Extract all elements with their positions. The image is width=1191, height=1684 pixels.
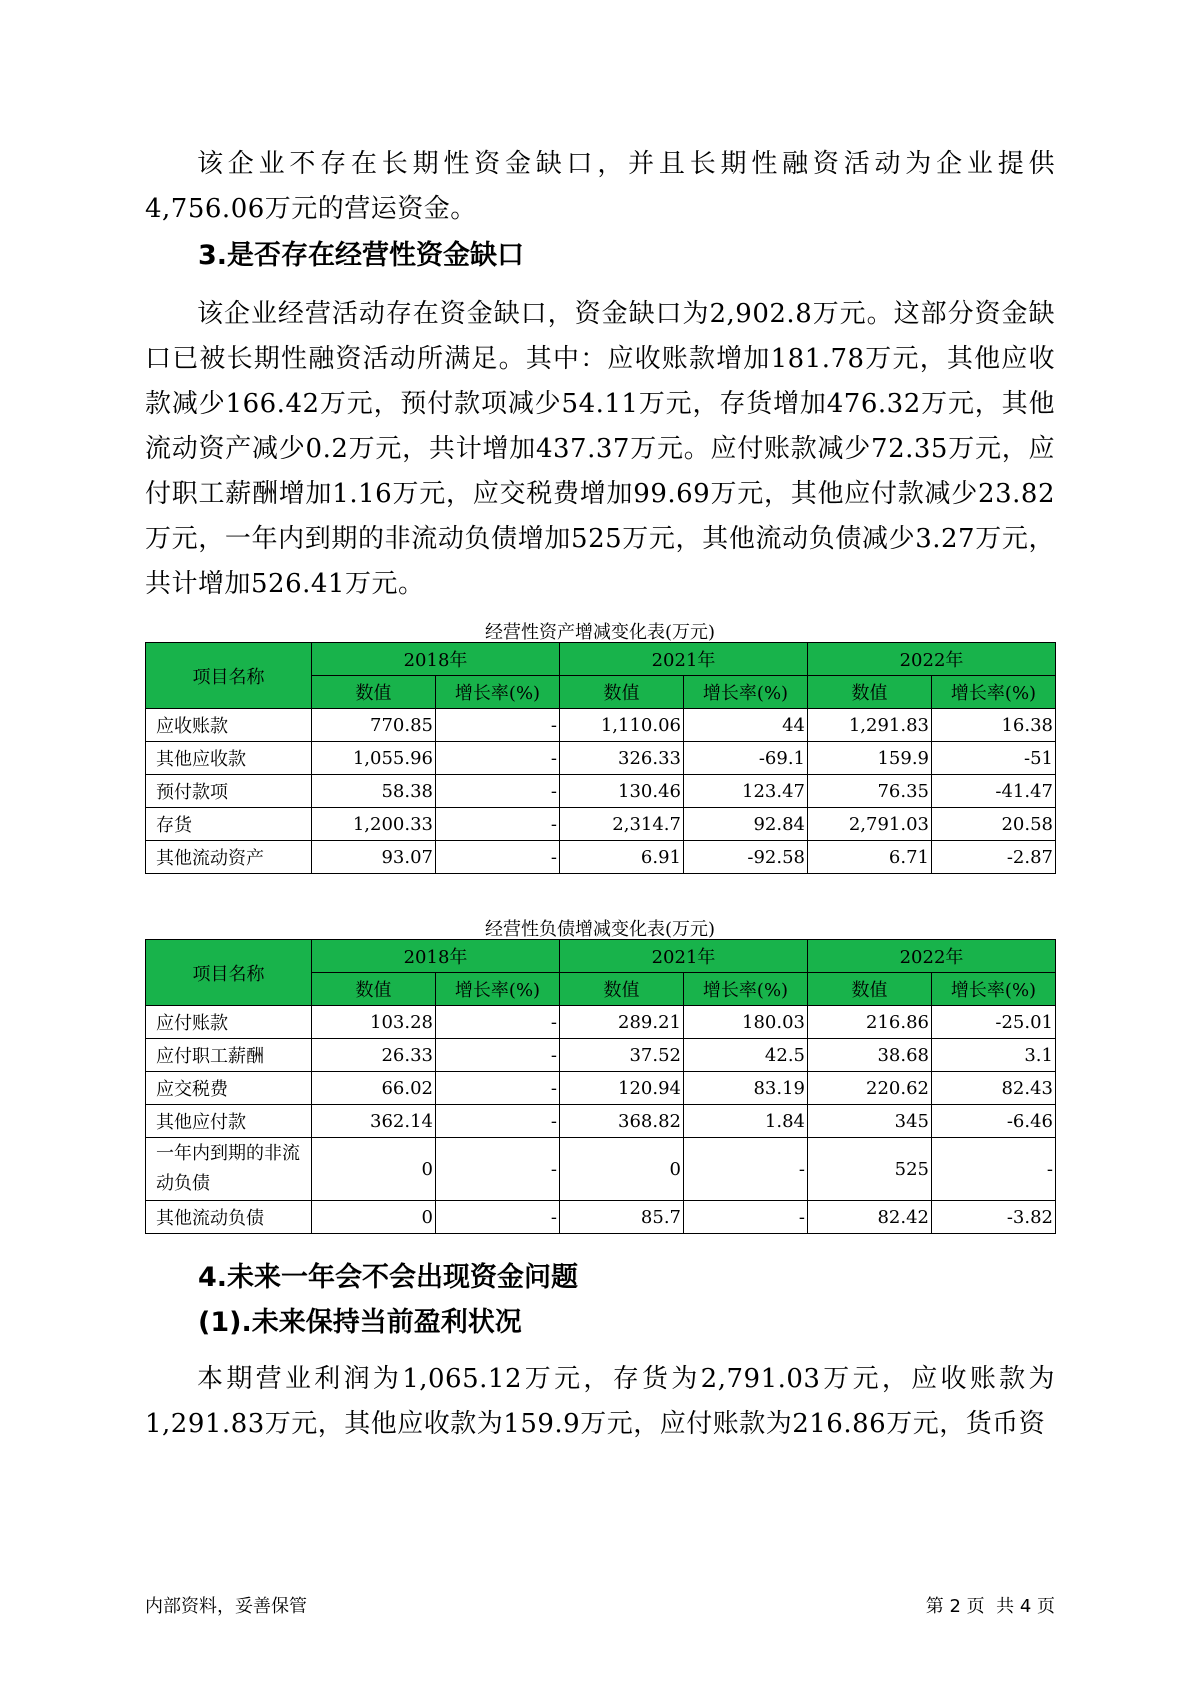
rate-cell: 20.58 — [932, 808, 1056, 841]
table-row — [146, 709, 1056, 742]
year-header: 2022年 — [808, 940, 1056, 973]
table-row — [146, 841, 1056, 874]
rate-cell: 3.1 — [932, 1039, 1056, 1072]
row-label: 应收账款 — [146, 709, 312, 742]
table-row — [146, 1138, 1056, 1201]
value-cell: 26.33 — [312, 1039, 436, 1072]
value-cell: 220.62 — [808, 1072, 932, 1105]
liabilities-table-caption: 经营性负债增减变化表(万元) — [484, 919, 716, 940]
name-column-header: 项目名称 — [146, 643, 312, 709]
value-header: 数值 — [560, 973, 684, 1006]
value-cell: 76.35 — [808, 775, 932, 808]
row-label: 存货 — [146, 808, 312, 841]
rate-cell: - — [436, 1006, 560, 1039]
rate-cell: - — [436, 841, 560, 874]
rate-cell: -2.87 — [932, 841, 1056, 874]
rate-cell: -41.47 — [932, 775, 1056, 808]
rate-header: 增长率(%) — [436, 676, 560, 709]
value-cell: 289.21 — [560, 1006, 684, 1039]
rate-cell: - — [436, 1138, 560, 1201]
value-cell: 6.91 — [560, 841, 684, 874]
rate-cell: 123.47 — [684, 775, 808, 808]
value-cell: 1,110.06 — [560, 709, 684, 742]
value-cell: 1,291.83 — [808, 709, 932, 742]
value-cell: 58.38 — [312, 775, 436, 808]
value-cell: 2,314.7 — [560, 808, 684, 841]
value-header: 数值 — [808, 676, 932, 709]
value-cell: 0 — [312, 1201, 436, 1234]
value-cell: 368.82 — [560, 1105, 684, 1138]
section-3-heading: 3.是否存在经营性资金缺口 — [198, 240, 525, 271]
rate-cell: - — [436, 808, 560, 841]
row-label: 其他流动负债 — [146, 1201, 312, 1234]
year-header: 2018年 — [312, 940, 560, 973]
table-row — [146, 775, 1056, 808]
section-3-paragraph: 该企业经营活动存在资金缺口，资金缺口为2,902.8万元。这部分资金缺口已被长期性融资活动所满足。其中：应收账款增加181.78万元，其他应收款减少166.42万元，预付款项减少54.11万元，存货增加476.32万元，其他流动资产减少0.2万元，共计增加437.37万元。应付账款减少72.35万元，应付职工薪酬增加1.16万元，应交税费增加99.69万元，其他应付款减少23.82万元，一年内到期的非流动负债增加525万元，其他流动负债减少3.27万元，共计增加526.41万元。 — [145, 299, 1055, 599]
value-header: 数值 — [808, 973, 932, 1006]
rate-cell: -69.1 — [684, 742, 808, 775]
year-header: 2021年 — [560, 940, 808, 973]
row-label: 其他应付款 — [146, 1105, 312, 1138]
value-cell: 2,791.03 — [808, 808, 932, 841]
value-cell: 103.28 — [312, 1006, 436, 1039]
value-cell: 0 — [312, 1138, 436, 1201]
rate-cell: - — [436, 1105, 560, 1138]
value-cell: 1,055.96 — [312, 742, 436, 775]
row-label: 其他应收款 — [146, 742, 312, 775]
value-cell: 0 — [560, 1138, 684, 1201]
rate-cell: - — [932, 1138, 1056, 1201]
rate-cell: 44 — [684, 709, 808, 742]
rate-header: 增长率(%) — [932, 676, 1056, 709]
table-row — [146, 808, 1056, 841]
table-row — [146, 1006, 1056, 1039]
rate-header: 增长率(%) — [932, 973, 1056, 1006]
value-cell: 525 — [808, 1138, 932, 1201]
value-cell: 120.94 — [560, 1072, 684, 1105]
rate-header: 增长率(%) — [436, 973, 560, 1006]
rate-cell: - — [436, 1201, 560, 1234]
rate-cell: - — [684, 1201, 808, 1234]
table-row — [146, 1039, 1056, 1072]
rate-cell: 16.38 — [932, 709, 1056, 742]
rate-cell: - — [436, 1039, 560, 1072]
value-cell: 770.85 — [312, 709, 436, 742]
table-row — [146, 1072, 1056, 1105]
rate-cell: 92.84 — [684, 808, 808, 841]
value-cell: 38.68 — [808, 1039, 932, 1072]
intro-paragraph: 该企业不存在长期性资金缺口，并且长期性融资活动为企业提供4,756.06万元的营运资金。 — [145, 149, 1055, 224]
value-cell: 93.07 — [312, 841, 436, 874]
rate-cell: 42.5 — [684, 1039, 808, 1072]
rate-cell: 1.84 — [684, 1105, 808, 1138]
liabilities-table — [145, 939, 1056, 1234]
table-row — [146, 1105, 1056, 1138]
row-label: 其他流动资产 — [146, 841, 312, 874]
assets-table — [145, 642, 1056, 874]
rate-cell: -6.46 — [932, 1105, 1056, 1138]
rate-cell: - — [436, 742, 560, 775]
table-row — [146, 1201, 1056, 1234]
value-cell: 216.86 — [808, 1006, 932, 1039]
rate-cell: -51 — [932, 742, 1056, 775]
value-cell: 82.42 — [808, 1201, 932, 1234]
rate-cell: -25.01 — [932, 1006, 1056, 1039]
rate-cell: - — [436, 709, 560, 742]
value-header: 数值 — [312, 973, 436, 1006]
value-cell: 37.52 — [560, 1039, 684, 1072]
value-cell: 362.14 — [312, 1105, 436, 1138]
rate-cell: - — [684, 1138, 808, 1201]
year-header: 2021年 — [560, 643, 808, 676]
assets-table-caption: 经营性资产增减变化表(万元) — [484, 622, 716, 643]
value-cell: 6.71 — [808, 841, 932, 874]
value-cell: 326.33 — [560, 742, 684, 775]
rate-cell: -3.82 — [932, 1201, 1056, 1234]
rate-cell: 83.19 — [684, 1072, 808, 1105]
rate-cell: - — [436, 775, 560, 808]
footer-confidential-note: 内部资料，妥善保管 — [145, 1596, 307, 1617]
name-column-header: 项目名称 — [146, 940, 312, 1006]
row-label: 一年内到期的非流动负债 — [146, 1138, 312, 1201]
rate-cell: -92.58 — [684, 841, 808, 874]
value-cell: 345 — [808, 1105, 932, 1138]
rate-cell: 180.03 — [684, 1006, 808, 1039]
rate-header: 增长率(%) — [684, 973, 808, 1006]
rate-cell: 82.43 — [932, 1072, 1056, 1105]
value-header: 数值 — [560, 676, 684, 709]
table-row — [146, 742, 1056, 775]
value-cell: 130.46 — [560, 775, 684, 808]
value-cell: 66.02 — [312, 1072, 436, 1105]
rate-header: 增长率(%) — [684, 676, 808, 709]
value-cell: 85.7 — [560, 1201, 684, 1234]
footer-page-number: 第 2 页 共 4 页 — [925, 1596, 1055, 1617]
section-4-subheading: (1).未来保持当前盈利状况 — [198, 1307, 522, 1338]
row-label: 预付款项 — [146, 775, 312, 808]
year-header: 2018年 — [312, 643, 560, 676]
row-label: 应交税费 — [146, 1072, 312, 1105]
rate-cell: - — [436, 1072, 560, 1105]
value-cell: 159.9 — [808, 742, 932, 775]
row-label: 应付账款 — [146, 1006, 312, 1039]
value-cell: 1,200.33 — [312, 808, 436, 841]
year-header: 2022年 — [808, 643, 1056, 676]
row-label: 应付职工薪酬 — [146, 1039, 312, 1072]
value-header: 数值 — [312, 676, 436, 709]
section-4-heading: 4.未来一年会不会出现资金问题 — [198, 1262, 579, 1293]
section-4-paragraph: 本期营业利润为1,065.12万元，存货为2,791.03万元，应收账款为1,291.83万元，其他应收款为159.9万元，应付账款为216.86万元，货币资 — [145, 1364, 1055, 1439]
